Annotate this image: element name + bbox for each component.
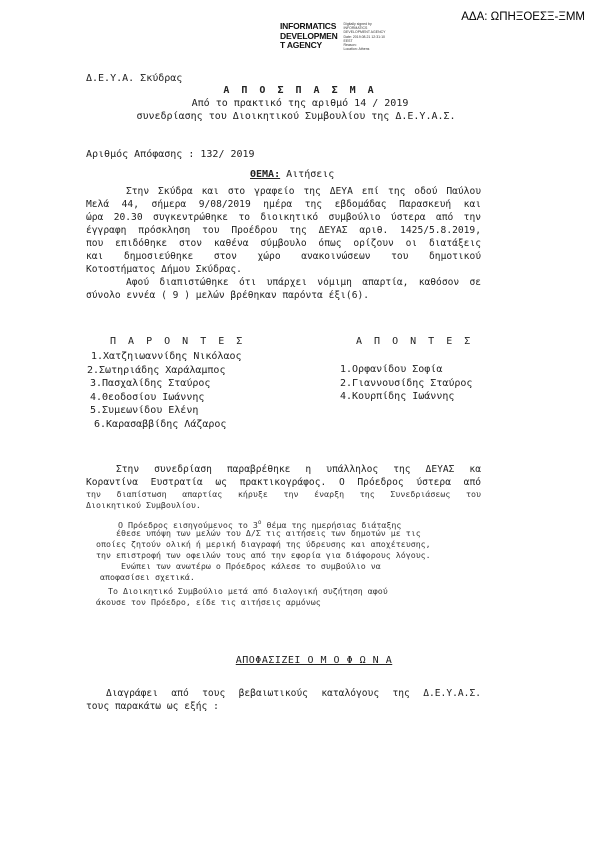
paragraph-line: σύνολο εννέα ( 9 ) μελών βρέθηκαν παρόντα έξι(6). bbox=[86, 290, 370, 301]
present-list bbox=[87, 350, 242, 432]
paragraph-line: Κοραντίνα Ευστρατία ως πρακτικογράφος. Ο Πρόεδρος ύστερα από bbox=[86, 477, 481, 488]
subject-text: Αιτήσεις bbox=[280, 169, 335, 180]
present-member: 2.Σωτηριάδης Χαράλαμπος bbox=[87, 364, 226, 376]
secretary-paragraph bbox=[86, 463, 481, 511]
signature-detail-line: Date: 2019.08.21 12:31:10 bbox=[343, 34, 385, 39]
council-paragraph bbox=[96, 586, 388, 608]
paragraph-line: αποφασίσει σχετικά. bbox=[100, 572, 195, 582]
signature-detail-line: INFORMATICS bbox=[343, 26, 368, 31]
present-member: 4.Θεοδοσίου Ιωάννης bbox=[90, 391, 205, 403]
signature-logo bbox=[280, 22, 338, 51]
decision-number: Αριθμός Απόφασης : 132/ 2019 bbox=[86, 149, 255, 160]
final-paragraph bbox=[86, 687, 481, 713]
paragraph-line: τους παρακάτω ως εξής : bbox=[86, 701, 219, 712]
paragraph-line: Διαγράφει από τους βεβαιωτικούς καταλόγους της Δ.Ε.Υ.Α.Σ. bbox=[106, 688, 481, 699]
quorum-paragraph bbox=[86, 276, 481, 302]
decision-heading: ΑΠΟΦΑΣΙΖΕΙ Ο Μ Ο Φ Ω Ν Α bbox=[235, 655, 393, 666]
minutes-reference: Από το πρακτικό της αριθμό 14 / 2019 bbox=[191, 98, 409, 109]
signature-detail-line: Digitally signed by bbox=[343, 22, 372, 26]
paragraph-line: Μελά 44, σήμερα 9/08/2019 ημέρα της εβδομάδας Παρασκευή και bbox=[86, 199, 481, 210]
paragraph-line: Κοτοστήματος Δήμου Σκύδρας. bbox=[86, 264, 242, 275]
paragraph-line: την διαπίστωση απαρτίας κήρυξε την έναρξη της Συνεδριάσεως του bbox=[86, 489, 481, 499]
signature-detail-line: EEST bbox=[343, 38, 353, 43]
paragraph-line: Ενώπει των ανωτέρω ο Πρόεδρος κάλεσε το συμβούλιο να bbox=[121, 561, 381, 571]
topic-superscript: ο bbox=[257, 519, 262, 526]
subject-label: ΘΕΜΑ: bbox=[250, 169, 281, 180]
signature-detail-line: DEVELOPMENT AGENCY bbox=[343, 30, 386, 35]
signature-detail-line: Reason: bbox=[343, 43, 357, 48]
session-reference: συνεδρίασης του Διοικητικού Συμβουλίου της Δ.Ε.Υ.Α.Σ. bbox=[136, 111, 456, 122]
absent-member: 1.Ορφανίδου Σοφία bbox=[340, 364, 443, 375]
present-member: 6.Καρασαββίδης Λάζαρος bbox=[94, 418, 227, 430]
paragraph-line: που επιδόθηκε στον καθένα σύμβουλο όπως ορίζουν οι διατάξεις bbox=[86, 238, 481, 249]
present-member: 3.Πασχαλίδης Σταύρος bbox=[90, 378, 211, 390]
paragraph-line: την επιστροφή των οφειλών τους από την εφορία για διάφορους λόγους. bbox=[96, 550, 431, 560]
subject-line bbox=[250, 169, 334, 180]
absent-member: 2.Γιαννουσίδης Σταύρος bbox=[340, 377, 473, 389]
paragraph-line: Το Διοικητικό Συμβούλιο μετά από διαλογική συζήτηση αφού bbox=[108, 586, 388, 596]
paragraph-line: Διοικητικού Συμβουλίου. bbox=[86, 500, 201, 510]
paragraph-line: ώρα 20.30 συγκεντρώθηκε το διοικητικό συμβούλιο ύστερα από την bbox=[86, 212, 481, 223]
body-paragraph bbox=[96, 528, 431, 583]
paragraph-line: έθεσε υπόψη των μελών του Δ/Σ τις αιτήσεις των δημοτών με τις bbox=[116, 528, 421, 538]
logo-line: INFORMATICS bbox=[280, 21, 337, 31]
paragraph-line: Αφού διαπιστώθηκε ότι υπάρχει νόμιμη απαρτία, καθόσον σε bbox=[126, 277, 481, 288]
absent-title: Α Π Ο Ν Τ Ε Σ bbox=[356, 336, 474, 347]
present-title: Π Α Ρ Ο Ν Τ Ε Σ bbox=[110, 336, 246, 347]
absent-member: 4.Κουρπίδης Ιωάννης bbox=[340, 391, 455, 403]
paragraph-line: άκουσε τον Πρόεδρο, είδε τις αιτήσεις αρμόνως bbox=[96, 597, 321, 607]
topic-text: Ο Πρόεδρος εισηγούμενος το 3 bbox=[118, 519, 258, 530]
topic-text-end: θέμα της ημερήσιας διάταξης bbox=[261, 519, 402, 530]
present-member: 1.Χατζηιωαννίδης Νικόλαος bbox=[91, 351, 242, 362]
organization-name: Δ.Ε.Υ.Α. Σκύδρας bbox=[86, 73, 183, 84]
paragraph-line: Στην Σκύδρα και στο γραφείο της ΔΕΥΑ επί της οδού Παύλου bbox=[126, 186, 481, 197]
present-member: 5.Συμεωνίδου Ελένη bbox=[90, 405, 199, 417]
document-title: Α Π Ο Σ Π Α Σ Μ Α bbox=[223, 85, 377, 96]
paragraph-line: οποίες ζητούν ολική ή μερική διαγραφή της ύδρευσης και αποχέτευσης, bbox=[96, 539, 431, 549]
logo-line: DEVELOPMEN bbox=[280, 30, 338, 41]
paragraph-line: Στην συνεδρίαση παραβρέθηκε η υπάλληλος της ΔΕΥΑΣ κα bbox=[116, 464, 481, 475]
absent-list bbox=[340, 363, 472, 404]
digital-signature-stamp bbox=[280, 22, 385, 51]
signature-detail-line: Location: Athens bbox=[343, 47, 370, 52]
ada-code: ΑΔΑ: ΩΠΗΞΟΕΣΞ-ΞΜΜ bbox=[461, 11, 585, 23]
signature-details bbox=[344, 22, 386, 51]
paragraph-line: έγγραφη πρόσκληση του Προέδρου της ΔΕΥΑΣ αριθ. 1425/5.8.2019, bbox=[86, 225, 481, 236]
intro-paragraph bbox=[86, 185, 481, 276]
logo-line: T AGENCY bbox=[280, 40, 323, 50]
paragraph-line: και δημοσιεύθηκε στον χώρο ανακοινώσεων του δημοτικού bbox=[86, 251, 481, 262]
